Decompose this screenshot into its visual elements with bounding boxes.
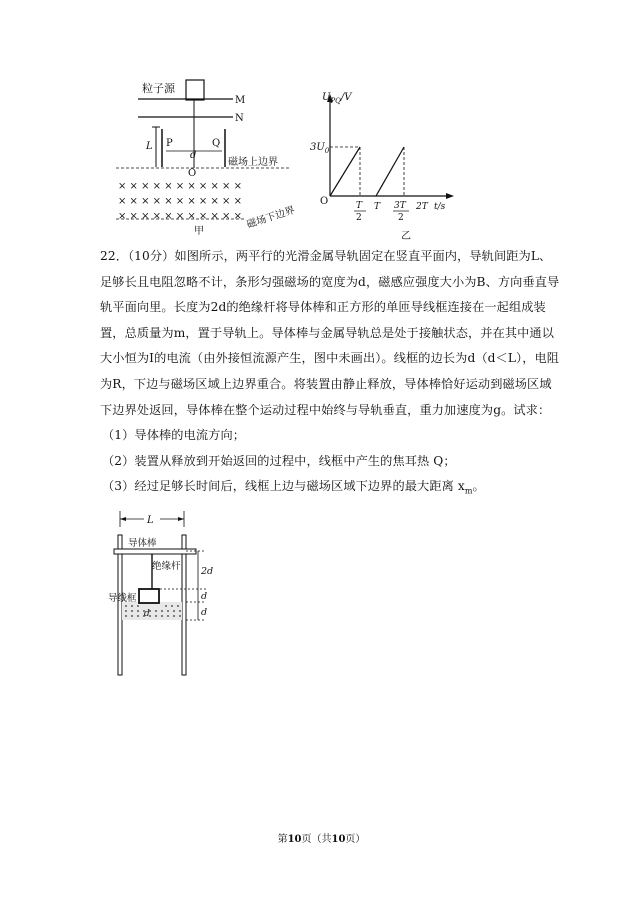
dim-2d-label: 2d <box>201 566 214 577</box>
question-text: 如图所示，两平行的光滑金属导轨固定在竖直平面内，导轨间距为L、足够长且电阻忽略不计，条形匀强磁场的宽度为d，磁感应强度大小为B、方向垂直导轨平面向里。长度为2d的绝缘杆将导体棒和正方形的单匝导线框连接在一起组成装置，总质量为m，置于导轨上。导体棒与金属导轨总是处于接触状态，并在其中通以大小恒为I的电流（由外接恒流源产生，图中未画出）。线框的边长为d（d＜L），电阻为R，下边与磁场区域上边界重合。将装置由静止释放，导体棒恰好运动到磁场区域下边界处返回，导体棒在整个运动过程中始终与导轨垂直，重力加速度为g。试求： <box>100 249 560 417</box>
y-tick-label: $3U_0$ <box>310 142 330 155</box>
point-p-label: P <box>166 138 173 149</box>
x-tick-3t2-bottom: 2 <box>398 213 404 223</box>
wire-frame <box>139 589 159 603</box>
rod-label: 导体棒 <box>128 538 157 549</box>
sub-question-3: （3）经过足够长时间后，线框上边与磁场区域下边界的最大距离 $x_m$。 <box>102 479 485 496</box>
ramp-1 <box>330 147 360 196</box>
magnetic-field <box>118 181 242 222</box>
particle-source-box <box>186 80 204 100</box>
field-region <box>122 602 182 620</box>
page-footer: 第10页（共10页） <box>277 834 366 845</box>
svg-text:× × × × × × × × × × ×: × × × × × × × × × × × <box>118 181 242 192</box>
sub-question-2: （2）装置从释放到开始返回的过程中，线框中产生的焦耳热 Q； <box>102 453 456 468</box>
svg-text:× × × × × × × × × × ×: × × × × × × × × × × × <box>118 211 242 222</box>
conductor-rod <box>114 549 196 554</box>
lower-boundary-label: 磁场下边界 <box>245 204 297 231</box>
question-body <box>100 244 560 423</box>
x-tick-2t: 2T <box>416 202 428 212</box>
inner-d-label: d <box>144 609 150 619</box>
plate-m-label: M <box>235 95 246 106</box>
rail-left <box>118 535 122 675</box>
origin-label: O <box>320 196 329 207</box>
svg-text:× × × × × × × × × × ×: × × × × × × × × × × × <box>118 196 242 207</box>
graph-yi-caption: 乙 <box>401 231 411 242</box>
length-l-label: L <box>146 141 153 152</box>
point-o-label: O <box>188 168 197 179</box>
point-q-label: Q <box>212 138 221 149</box>
x-tick-t: T <box>374 202 381 212</box>
x-tick-t2-bottom: 2 <box>356 213 362 223</box>
rail-length-label: L <box>147 515 154 526</box>
question-22 <box>100 244 560 504</box>
rail-right <box>182 535 186 675</box>
x-axis-label: t/s <box>434 202 446 212</box>
particle-source-label: 粒子源 <box>142 82 175 95</box>
sub-question-1: （1）导体棒的电流方向； <box>102 428 246 443</box>
graph-yi <box>308 80 468 242</box>
x-tick-3t2-top: 3T <box>394 201 406 211</box>
figure-jia-caption: 甲 <box>194 226 204 236</box>
x-tick-t2-top: T <box>356 201 363 211</box>
y-axis-label: $U_{PQ}/V$ <box>322 92 352 105</box>
dim-d1-label: d <box>201 591 208 602</box>
upper-boundary-label: 磁场上边界 <box>228 157 278 168</box>
figure-rail <box>104 505 224 685</box>
frame-label: 导线框 <box>108 593 137 604</box>
ramp-2 <box>376 147 404 196</box>
question-score: （10分） <box>128 249 175 263</box>
label-d: d <box>190 150 197 161</box>
figure-jia <box>108 76 308 236</box>
bar-label: 绝缘杆 <box>152 561 181 572</box>
dim-d2-label: d <box>201 607 208 618</box>
plate-n-label: N <box>235 113 244 124</box>
question-number: 22． <box>100 249 128 263</box>
